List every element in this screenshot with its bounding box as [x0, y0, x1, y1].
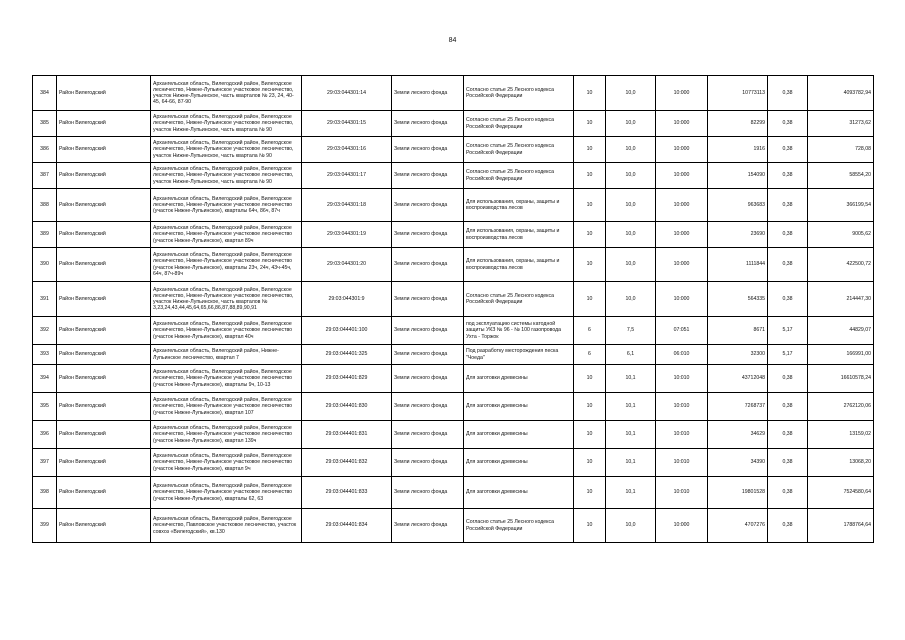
table-row	[33, 137, 874, 163]
value-cell: 9005,62	[808, 222, 874, 248]
coefficient-cell: 0,38	[768, 477, 808, 509]
district-cell: Район Вилегодский	[57, 248, 151, 282]
table-row	[33, 317, 874, 345]
coefficient-cell: 0,38	[768, 189, 808, 222]
value-cell: 1788764,64	[808, 509, 874, 543]
location-cell: Архангельская область, Вилегодский район, Вилегодское лесничество, Нижне-Лупьинское участковое лесничество (участок Нижне-Лупьинское), квартал 89ч	[151, 222, 302, 248]
subgroup-code-cell: 10,0	[606, 137, 656, 163]
land-category-cell: Земли лесного фонда	[392, 317, 464, 345]
land-category-cell: Земли лесного фонда	[392, 393, 464, 421]
area-cell: 154090	[708, 163, 768, 189]
value-cell: 214447,30	[808, 282, 874, 317]
location-cell: Архангельская область, Вилегодский район, Вилегодское лесничество, Нижне-Лупьинское участковое лесничество (участок Нижне-Лупьинское), квартал 139ч	[151, 421, 302, 449]
subgroup-code-cell: 10,1	[606, 365, 656, 393]
value-cell: 58554,20	[808, 163, 874, 189]
coefficient-cell: 0,38	[768, 365, 808, 393]
row-number: 386	[33, 137, 57, 163]
value-cell: 31273,62	[808, 111, 874, 137]
cadastral-number-cell: 29:03:044401:325	[302, 345, 392, 365]
usage-basis-cell: Для заготовки древесины	[464, 393, 574, 421]
table-row	[33, 421, 874, 449]
cadastral-number-cell: 29:03:044301:14	[302, 76, 392, 111]
row-number: 398	[33, 477, 57, 509]
subgroup-code-cell: 10,0	[606, 163, 656, 189]
table-row	[33, 163, 874, 189]
location-cell: Архангельская область, Вилегодский район, Вилегодское лесничество, Нижне-Лупьинское участковое лесничество, участок Нижне-Лупьинское, часть кварталов № 23, 24, 40-45, 64-66, 87-90	[151, 76, 302, 111]
row-number: 396	[33, 421, 57, 449]
area-cell: 564335	[708, 282, 768, 317]
coefficient-cell: 0,38	[768, 111, 808, 137]
subgroup-code-cell: 10,1	[606, 477, 656, 509]
land-category-cell: Земли лесного фонда	[392, 111, 464, 137]
subgroup-code-cell: 10,1	[606, 393, 656, 421]
location-cell: Архангельская область, Вилегодский район, Вилегодское лесничество, Нижне-Лупьинское участковое лесничество, участок Нижне-Лупьинское, часть квартала № 90	[151, 137, 302, 163]
group-code-cell: 10	[574, 222, 606, 248]
district-cell: Район Вилегодский	[57, 393, 151, 421]
use-code-cell: 06:010	[656, 345, 708, 365]
coefficient-cell: 0,38	[768, 248, 808, 282]
group-code-cell: 10	[574, 365, 606, 393]
area-cell: 1111844	[708, 248, 768, 282]
coefficient-cell: 0,38	[768, 137, 808, 163]
row-number: 390	[33, 248, 57, 282]
area-cell: 1916	[708, 137, 768, 163]
cadastral-number-cell: 29:03:044401:829	[302, 365, 392, 393]
subgroup-code-cell: 6,1	[606, 345, 656, 365]
cadastral-number-cell: 29:03:044401:834	[302, 509, 392, 543]
land-category-cell: Земли лесного фонда	[392, 421, 464, 449]
use-code-cell: 10:000	[656, 163, 708, 189]
row-number: 399	[33, 509, 57, 543]
group-code-cell: 10	[574, 189, 606, 222]
area-cell: 4707276	[708, 509, 768, 543]
coefficient-cell: 0,38	[768, 421, 808, 449]
row-number: 395	[33, 393, 57, 421]
cadastral-number-cell: 29:03:044301:18	[302, 189, 392, 222]
cadastral-number-cell: 29:03:044301:20	[302, 248, 392, 282]
use-code-cell: 10:010	[656, 421, 708, 449]
usage-basis-cell: Согласно статье 25 Лесного кодекса Российской Федерации	[464, 509, 574, 543]
subgroup-code-cell: 10,0	[606, 282, 656, 317]
subgroup-code-cell: 10,1	[606, 449, 656, 477]
use-code-cell: 10:010	[656, 477, 708, 509]
use-code-cell: 10:000	[656, 76, 708, 111]
table-row	[33, 248, 874, 282]
table-row	[33, 282, 874, 317]
usage-basis-cell: Согласно статье 25 Лесного кодекса Российской Федерации	[464, 111, 574, 137]
usage-basis-cell: Согласно статье 25 Лесного кодекса Российской Федерации	[464, 163, 574, 189]
cadastral-number-cell: 29:03:044401:831	[302, 421, 392, 449]
coefficient-cell: 0,38	[768, 449, 808, 477]
usage-basis-cell: Под разработку месторождения песка "Чоеда"	[464, 345, 574, 365]
use-code-cell: 10:000	[656, 189, 708, 222]
land-category-cell: Земли лесного фонда	[392, 365, 464, 393]
subgroup-code-cell: 7,5	[606, 317, 656, 345]
group-code-cell: 10	[574, 137, 606, 163]
usage-basis-cell: Для использования, охраны, защиты и воспроизводства лесов	[464, 189, 574, 222]
usage-basis-cell: Для использования, охраны, защиты и воспроизводства лесов	[464, 222, 574, 248]
row-number: 391	[33, 282, 57, 317]
area-cell: 10773113	[708, 76, 768, 111]
coefficient-cell: 5,17	[768, 317, 808, 345]
usage-basis-cell: Согласно статье 25 Лесного кодекса Российской Федерации	[464, 137, 574, 163]
value-cell: 13159,02	[808, 421, 874, 449]
coefficient-cell: 0,38	[768, 509, 808, 543]
value-cell: 2762120,06	[808, 393, 874, 421]
location-cell: Архангельская область, Вилегодский район, Вилегодское лесничество, Нижне-Лупьинское участковое лесничество (участок Нижне-Лупьинское), кварталы 9ч, 10-13	[151, 365, 302, 393]
value-cell: 166991,00	[808, 345, 874, 365]
table-row	[33, 111, 874, 137]
coefficient-cell: 0,38	[768, 282, 808, 317]
district-cell: Район Вилегодский	[57, 345, 151, 365]
land-category-cell: Земли лесного фонда	[392, 449, 464, 477]
use-code-cell: 10:010	[656, 449, 708, 477]
area-cell: 19801528	[708, 477, 768, 509]
area-cell: 8671	[708, 317, 768, 345]
area-cell: 23690	[708, 222, 768, 248]
land-category-cell: Земли лесного фонда	[392, 137, 464, 163]
subgroup-code-cell: 10,0	[606, 509, 656, 543]
row-number: 392	[33, 317, 57, 345]
cadastral-number-cell: 29:03:044301:17	[302, 163, 392, 189]
group-code-cell: 10	[574, 76, 606, 111]
district-cell: Район Вилегодский	[57, 76, 151, 111]
land-category-cell: Земли лесного фонда	[392, 76, 464, 111]
district-cell: Район Вилегодский	[57, 222, 151, 248]
area-cell: 32300	[708, 345, 768, 365]
location-cell: Архангельская область, Вилегодский район, Вилегодское лесничество, Нижне-Лупьинское участковое лесничество, участок Нижне-Лупьинское, часть кварталов № 3,23,24,43,44,45,64,65,66,86,87,88,89,90,91	[151, 282, 302, 317]
coefficient-cell: 5,17	[768, 345, 808, 365]
district-cell: Район Вилегодский	[57, 111, 151, 137]
coefficient-cell: 0,38	[768, 163, 808, 189]
use-code-cell: 10:000	[656, 222, 708, 248]
cadastral-number-cell: 29:03:044301:16	[302, 137, 392, 163]
area-cell: 34629	[708, 421, 768, 449]
district-cell: Район Вилегодский	[57, 282, 151, 317]
district-cell: Район Вилегодский	[57, 317, 151, 345]
land-category-cell: Земли лесного фонда	[392, 222, 464, 248]
usage-basis-cell: Для заготовки древесины	[464, 365, 574, 393]
area-cell: 82299	[708, 111, 768, 137]
location-cell: Архангельская область, Вилегодский район, Вилегодское лесничество, Нижне-Лупьинское участковое лесничество (участок Нижне-Лупьинское), квартал 40ч	[151, 317, 302, 345]
group-code-cell: 6	[574, 345, 606, 365]
group-code-cell: 10	[574, 421, 606, 449]
cadastral-number-cell: 29:03:044401:830	[302, 393, 392, 421]
area-cell: 963683	[708, 189, 768, 222]
value-cell: 422500,72	[808, 248, 874, 282]
land-category-cell: Земли лесного фонда	[392, 509, 464, 543]
district-cell: Район Вилегодский	[57, 449, 151, 477]
table-row	[33, 477, 874, 509]
group-code-cell: 10	[574, 248, 606, 282]
use-code-cell: 10:000	[656, 282, 708, 317]
location-cell: Архангельская область, Вилегодский район, Вилегодское лесничество, Нижне-Лупьинское участковое лесничество (участок Нижне-Лупьинское), кварталы 62, 63	[151, 477, 302, 509]
use-code-cell: 10:010	[656, 393, 708, 421]
area-cell: 7268737	[708, 393, 768, 421]
value-cell: 44829,07	[808, 317, 874, 345]
table-row	[33, 189, 874, 222]
value-cell: 366199,54	[808, 189, 874, 222]
value-cell: 13068,20	[808, 449, 874, 477]
row-number: 394	[33, 365, 57, 393]
value-cell: 16610578,24	[808, 365, 874, 393]
usage-basis-cell: под эксплуатацию системы катодной защиты УКЗ № 96 - № 100 газопровода Ухта - Торжок	[464, 317, 574, 345]
table-row	[33, 449, 874, 477]
value-cell: 4093782,94	[808, 76, 874, 111]
location-cell: Архангельская область, Вилегодский район, Вилегодское лесничество, Нижне-Лупьинское участковое лесничество (участок Нижне-Лупьинское), кварталы 64ч, 86ч, 87ч	[151, 189, 302, 222]
row-number: 397	[33, 449, 57, 477]
group-code-cell: 10	[574, 163, 606, 189]
table-row	[33, 509, 874, 543]
subgroup-code-cell: 10,0	[606, 248, 656, 282]
page-number: 84	[448, 37, 457, 44]
table-row	[33, 76, 874, 111]
table-row	[33, 365, 874, 393]
land-category-cell: Земли лесного фонда	[392, 345, 464, 365]
land-category-cell: Земли лесного фонда	[392, 163, 464, 189]
location-cell: Архангельская область, Вилегодский район, Нижне-Лупьинское лесничество, квартал 7	[151, 345, 302, 365]
row-number: 385	[33, 111, 57, 137]
area-cell: 43712048	[708, 365, 768, 393]
group-code-cell: 10	[574, 449, 606, 477]
district-cell: Район Вилегодский	[57, 189, 151, 222]
usage-basis-cell: Согласно статье 25 Лесного кодекса Российской Федерации	[464, 282, 574, 317]
land-category-cell: Земли лесного фонда	[392, 477, 464, 509]
subgroup-code-cell: 10,0	[606, 76, 656, 111]
table-body	[33, 76, 874, 543]
district-cell: Район Вилегодский	[57, 137, 151, 163]
use-code-cell: 10:000	[656, 137, 708, 163]
location-cell: Архангельская область, Вилегодский район, Вилегодское лесничество, Нижне-Лупьинское участковое лесничество, участок Нижне-Лупьинское, часть квартала № 90	[151, 163, 302, 189]
land-category-cell: Земли лесного фонда	[392, 282, 464, 317]
usage-basis-cell: Для использования, охраны, защиты и воспроизводства лесов	[464, 248, 574, 282]
location-cell: Архангельская область, Вилегодский район, Вилегодское лесничество, Нижне-Лупьинское участковое лесничество (участок Нижне-Лупьинское), квартал 9ч	[151, 449, 302, 477]
land-category-cell: Земли лесного фонда	[392, 248, 464, 282]
row-number: 387	[33, 163, 57, 189]
subgroup-code-cell: 10,0	[606, 189, 656, 222]
land-register-table	[32, 75, 874, 543]
usage-basis-cell: Согласно статье 25 Лесного кодекса Российской Федерации	[464, 76, 574, 111]
cadastral-number-cell: 29:03:044301:19	[302, 222, 392, 248]
group-code-cell: 10	[574, 282, 606, 317]
coefficient-cell: 0,38	[768, 393, 808, 421]
location-cell: Архангельская область, Вилегодский район, Вилегодское лесничество, Нижне-Лупьинское участковое лесничество, участок Нижне-Лупьинское, часть квартала № 90	[151, 111, 302, 137]
use-code-cell: 07:051	[656, 317, 708, 345]
use-code-cell: 10:000	[656, 248, 708, 282]
subgroup-code-cell: 10,0	[606, 111, 656, 137]
usage-basis-cell: Для заготовки древесины	[464, 421, 574, 449]
cadastral-number-cell: 29:03:044401:833	[302, 477, 392, 509]
row-number: 384	[33, 76, 57, 111]
group-code-cell: 10	[574, 509, 606, 543]
use-code-cell: 10:000	[656, 111, 708, 137]
group-code-cell: 10	[574, 111, 606, 137]
coefficient-cell: 0,38	[768, 76, 808, 111]
land-category-cell: Земли лесного фонда	[392, 189, 464, 222]
area-cell: 34390	[708, 449, 768, 477]
use-code-cell: 10:000	[656, 509, 708, 543]
district-cell: Район Вилегодский	[57, 365, 151, 393]
use-code-cell: 10:010	[656, 365, 708, 393]
table-row	[33, 345, 874, 365]
value-cell: 7524580,64	[808, 477, 874, 509]
table-row	[33, 222, 874, 248]
cadastral-number-cell: 29:03:044301:15	[302, 111, 392, 137]
district-cell: Район Вилегодский	[57, 421, 151, 449]
row-number: 389	[33, 222, 57, 248]
subgroup-code-cell: 10,0	[606, 222, 656, 248]
coefficient-cell: 0,38	[768, 222, 808, 248]
subgroup-code-cell: 10,1	[606, 421, 656, 449]
cadastral-number-cell: 29:03:044301:9	[302, 282, 392, 317]
value-cell: 728,08	[808, 137, 874, 163]
location-cell: Архангельская область, Вилегодский район, Вилегодское лесничество, Нижне-Лупьинское участковое лесничество (участок Нижне-Лупьинское), кварталы 23ч, 24ч, 43ч-45ч, 64ч, 87ч-89ч	[151, 248, 302, 282]
location-cell: Архангельская область, Вилегодский район, Вилегодское лесничество, Нижне-Лупьинское участковое лесничество (участок Нижне-Лупьинское), квартал 107	[151, 393, 302, 421]
usage-basis-cell: Для заготовки древесины	[464, 477, 574, 509]
usage-basis-cell: Для заготовки древесины	[464, 449, 574, 477]
table-row	[33, 393, 874, 421]
group-code-cell: 10	[574, 393, 606, 421]
cadastral-number-cell: 29:03:044401:832	[302, 449, 392, 477]
district-cell: Район Вилегодский	[57, 477, 151, 509]
district-cell: Район Вилегодский	[57, 163, 151, 189]
location-cell: Архангельская область, Вилегодский район, Вилегодское лесничество, Павловское участковое лесничество, участок совхоз «Вилегодский», кв.130	[151, 509, 302, 543]
cadastral-number-cell: 29:03:044401:100	[302, 317, 392, 345]
row-number: 388	[33, 189, 57, 222]
district-cell: Район Вилегодский	[57, 509, 151, 543]
group-code-cell: 6	[574, 317, 606, 345]
group-code-cell: 10	[574, 477, 606, 509]
row-number: 393	[33, 345, 57, 365]
